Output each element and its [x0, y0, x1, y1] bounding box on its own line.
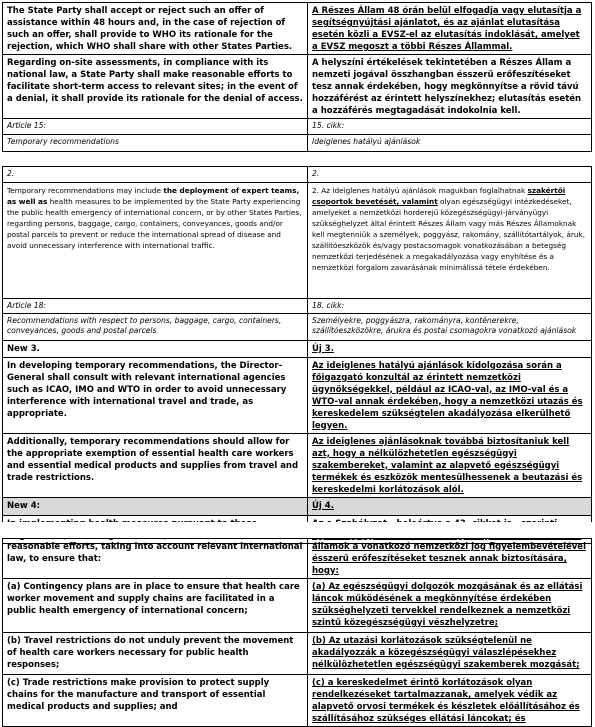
hungarian-cell: (a) Az egészségügyi dolgozók mozgásának és az ellátási láncok működésének a megkönnyítése érdekében szükséghelyzeti tervekkel rendelkeznek a nemzetközi szintű közegészségügyi vészhelyzetre; — [308, 579, 592, 633]
hungarian-text-start: 2. Az ideiglenes hatályú ajánlások magukban foglalhatnak — [312, 186, 528, 195]
hungarian-cell: Új 3. — [308, 340, 592, 357]
table-row — [3, 675, 592, 727]
table-row — [3, 55, 592, 119]
document-table-top — [2, 2, 592, 152]
hungarian-cell: Új 4. — [308, 497, 592, 515]
table-row — [3, 299, 592, 314]
hungarian-highlight: szakértői csoportok bevetését, valamint — [312, 186, 566, 206]
table-row — [3, 433, 592, 497]
english-text-start: Temporary recommendations may include — [7, 186, 164, 195]
table-row — [3, 357, 592, 433]
document-table-middle — [2, 166, 592, 544]
document-table-bottom — [2, 538, 592, 727]
english-cell: In developing temporary recommendations, the Director-General shall consult with relevant international agencies such as ICAO, IMO and WTO in order to avoid unnecessary interference with international travel and trade, as appropriate. — [3, 357, 308, 433]
english-text-end: health measures to be implemented by the State Party experiencing the public health emergency of international concern, or by other States Parties, regarding persons, baggage, cargo, containers, conveyances, goods and/or postal parcels to prevent or reduce the international spread of disease and avoid unnecessary interference with international traffic. — [7, 197, 302, 250]
hungarian-cell: Az ideiglenes hatályú ajánlások kidolgozása során a főigazgató konzultál az érintett nemzetközi ügynökségekkel, például az ICAO-val, az IMO-val és a WTO-val annak érdekében, hogy a nemzetközi utazás és kereskedelem szükségtelen akadályozása elkerülhető legyen. — [308, 357, 592, 433]
table-row — [3, 167, 592, 183]
hungarian-cell: Személyekre, poggyászra, rakományra, konténerekre, szállítóeszközökre, árukra és postai csomagokra vonatkozó ajánlások — [308, 313, 592, 340]
hungarian-cell: 15. cikk: — [308, 119, 592, 135]
hungarian-cell: (b) Az utazási korlátozások szükségtelenül ne akadályozzák a közegészségügyi válaszlépésekhez nélkülözhetetlen egészségügyi szakemberek mozgását; — [308, 633, 592, 675]
hungarian-cell: Az ideiglenes ajánlásoknak továbbá biztosítaniuk kell azt, hogy a nélkülözhetetlen egészségügyi szakembereket, valamint az alapvető egészségügyi termékek és eszközök mentesülhessenek a beutazási és kereskedelmi korlátozások alól. — [308, 433, 592, 497]
table-row — [3, 135, 592, 152]
hungarian-cell: 2. — [308, 167, 592, 183]
english-highlight: the deployment of expert teams, as well as — [7, 186, 300, 206]
hungarian-cell: A helyszíni értékelések tekintetében a Részes Állam a nemzeti jogával összhangban ésszerű erőfeszítéseket tesz annak érdekében, hogy megkönnyítse a rövid távú hozzáférést az érintett helyszínekhez; elutasítás esetén a hozzáférés megtagadását indokolnia kell. — [308, 55, 592, 119]
table-row — [3, 340, 592, 357]
table-row — [3, 579, 592, 633]
english-cell: Article 15: — [3, 119, 308, 135]
hungarian-cell — [308, 183, 592, 299]
hungarian-cell: 18. cikk: — [308, 299, 592, 314]
english-cell: New 3. — [3, 340, 308, 357]
english-cell: 2. — [3, 167, 308, 183]
english-cell: (a) Contingency plans are in place to ensure that health care worker movement and supply chains are facilitated in a public health emergency of international concern; — [3, 579, 308, 633]
english-cell: Regarding on-site assessments, in compliance with its national law, a State Party shall make reasonable efforts to facilitate short-term access to relevant sites; in the event of a denial, it shall provide its rationale for the denial of access. — [3, 55, 308, 119]
english-cell: Recommendations with respect to persons, baggage, cargo, containers, conveyances, goods and postal parcels — [3, 313, 308, 340]
hungarian-cell: államok a vonatkozó nemzetközi jog figyelembevételével ésszerű erőfeszítéseket tesznek annak biztosítására, hogy: — [308, 539, 592, 579]
english-cell: Article 18: — [3, 299, 308, 314]
english-cell: The State Party shall accept or reject such an offer of assistance within 48 hours and, in the case of rejection of such an offer, shall provide to WHO its rationale for the rejection, which WHO shall share with other States Parties. — [3, 3, 308, 55]
table-row — [3, 313, 592, 340]
hungarian-cell: A Részes Állam 48 órán belül elfogadja vagy elutasítja a segítségnyújtási ajánlatot, és az ajánlat elutasítása esetén közli a EVSZ-el az elutasítás indoklását, amelyet a EVSZ megoszt a többi Részes Állammal. — [308, 3, 592, 55]
english-cell — [3, 183, 308, 299]
hungarian-cell: (c) a kereskedelmet érintő korlátozások olyan rendelkezéseket tartalmazzanak, amelyek védik az alapvető orvosi termékek és készletek előállításához és szállításához szükséges ellátási láncokat; és — [308, 675, 592, 727]
table-row — [3, 539, 592, 579]
page-gap — [0, 152, 595, 166]
table-row — [3, 183, 592, 299]
english-cell: New 4: — [3, 497, 308, 515]
english-cell: (c) Trade restrictions make provision to protect supply chains for the manufacture and transport of essential medical products and supplies; and — [3, 675, 308, 727]
page-gap — [0, 522, 595, 538]
table-row — [3, 497, 592, 515]
table-row — [3, 119, 592, 135]
english-cell: Temporary recommendations — [3, 135, 308, 152]
table-row — [3, 633, 592, 675]
english-cell: reasonable efforts, taking into account relevant international law, to ensure that: — [3, 539, 308, 579]
table-row — [3, 3, 592, 55]
english-cell: Additionally, temporary recommendations should allow for the appropriate exemption of essential health care workers and essential medical products and supplies from travel and trade restrictions. — [3, 433, 308, 497]
hungarian-text-end: olyan egészségügyi intézkedéseket, amelyeket a nemzetközi horderejű közegészségügyi-járványügyi szükséghelyzet által érintett Részes Állam vagy más Részes Államoknak kell megtenniük a személyek, poggyász, rakomány, szállítótartályok, áruk, szállítóeszközök és/vagy postacsomagok vonatkozásában a betegség nemzetközi terjedésének a megakadályozása vagy enyhítése és a nemzetközi forgalom zavarásának minimálissá tétele érdekében. — [312, 197, 586, 272]
english-cell: (b) Travel restrictions do not unduly prevent the movement of health care workers necessary for public health responses; — [3, 633, 308, 675]
hungarian-cell: Ideiglenes hatályú ajánlások — [308, 135, 592, 152]
